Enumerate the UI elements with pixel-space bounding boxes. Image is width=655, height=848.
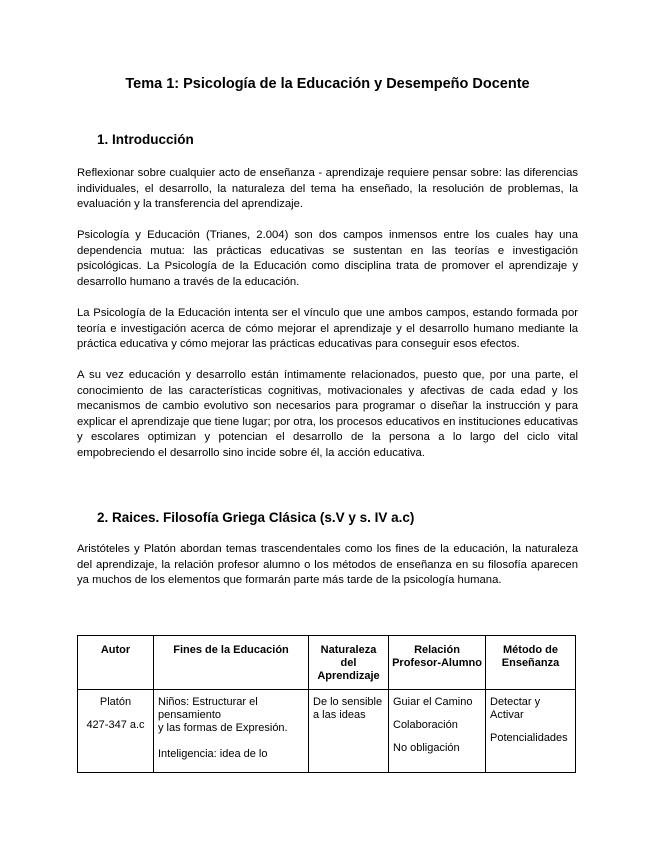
naturaleza-text: De lo sensible a las ideas — [313, 696, 383, 721]
fines-line: Inteligencia: idea de lo — [158, 748, 268, 760]
relacion-line: Guiar el Camino — [393, 696, 473, 708]
fines-line: Niños: Estructurar el pensamiento — [158, 696, 258, 721]
paragraph: Psicología y Educación (Trianes, 2.004) son dos campos inmensos entre los cuales hay una dependencia mutua: las prácticas educativas se sustentan en las teorías e investigación psicológicas. La Psicología de la Educación como disciplina trata de promover el aprendizaje y desarrollo humano a través de la educación. — [77, 229, 578, 288]
cell-relacion — [389, 690, 486, 773]
section-heading-introduccion: 1. Introducción — [97, 132, 194, 147]
cell-metodo — [486, 690, 576, 773]
column-header-relacion: Relación Profesor-Alumno — [389, 636, 486, 690]
table-row — [78, 690, 576, 773]
relacion-line: Colaboración — [393, 719, 458, 731]
column-header-fines: Fines de la Educación — [154, 636, 309, 690]
table-header-row — [78, 636, 576, 690]
philosophy-table — [77, 635, 576, 773]
document-title: Tema 1: Psicología de la Educación y Desempeño Docente — [125, 76, 530, 92]
autor-name: Platón — [99, 696, 132, 708]
cell-naturaleza — [309, 690, 389, 773]
section-heading-raices: 2. Raices. Filosofía Griega Clásica (s.V y s. IV a.c) — [97, 510, 415, 525]
paragraph: Aristóteles y Platón abordan temas trascendentales como los fines de la educación, la naturaleza del aprendizaje, la relación profesor alumno o los métodos de enseñanza en su filosofía aparecen ya muchos de los elementos que formarán parte más tarde de la psicología humana. — [77, 543, 578, 587]
paragraph: Reflexionar sobre cualquier acto de enseñanza - aprendizaje requiere pensar sobre: las diferencias individuales, el desarrollo, la naturaleza del tema ha enseñado, la resolución de problemas, la evaluación y la transferencia del aprendizaje. — [77, 167, 578, 211]
paragraph: A su vez educación y desarrollo están íntimamente relacionados, puesto que, por una parte, el conocimiento de las características cognitivas, motivacionales y afectivas de cada edad y los mecanismos de cambio evolutivo son necesarios para programar o diseñar la instrucción y para explicar el aprendizaje que tiene lugar; por otra, los procesos educativos en instituciones educativas y escolares optimizan y potencian el desarrollo de la persona a lo largo del ciclo vital empobreciendo el desarrollo sino incide sobre él, la acción educativa. — [77, 369, 578, 459]
column-header-autor: Autor — [78, 636, 154, 690]
autor-dates: 427-347 a.c — [86, 719, 145, 731]
cell-fines — [154, 690, 309, 773]
relacion-line: No obligación — [393, 742, 460, 754]
metodo-line: Potencialidades — [490, 732, 568, 744]
paragraph: La Psicología de la Educación intenta ser el vínculo que une ambos campos, estando formada por teoría e investigación acerca de cómo mejorar el aprendizaje y el desarrollo humano mediante la práctica educativa y cómo mejorar las prácticas educativas para conseguir esos efectos. — [77, 307, 578, 351]
column-header-naturaleza: Naturaleza del Aprendizaje — [309, 636, 389, 690]
cell-autor — [78, 690, 154, 773]
column-header-metodo: Método de Enseñanza — [486, 636, 576, 690]
metodo-line: Detectar y Activar — [490, 696, 541, 721]
fines-line: y las formas de Expresión. — [158, 722, 288, 734]
